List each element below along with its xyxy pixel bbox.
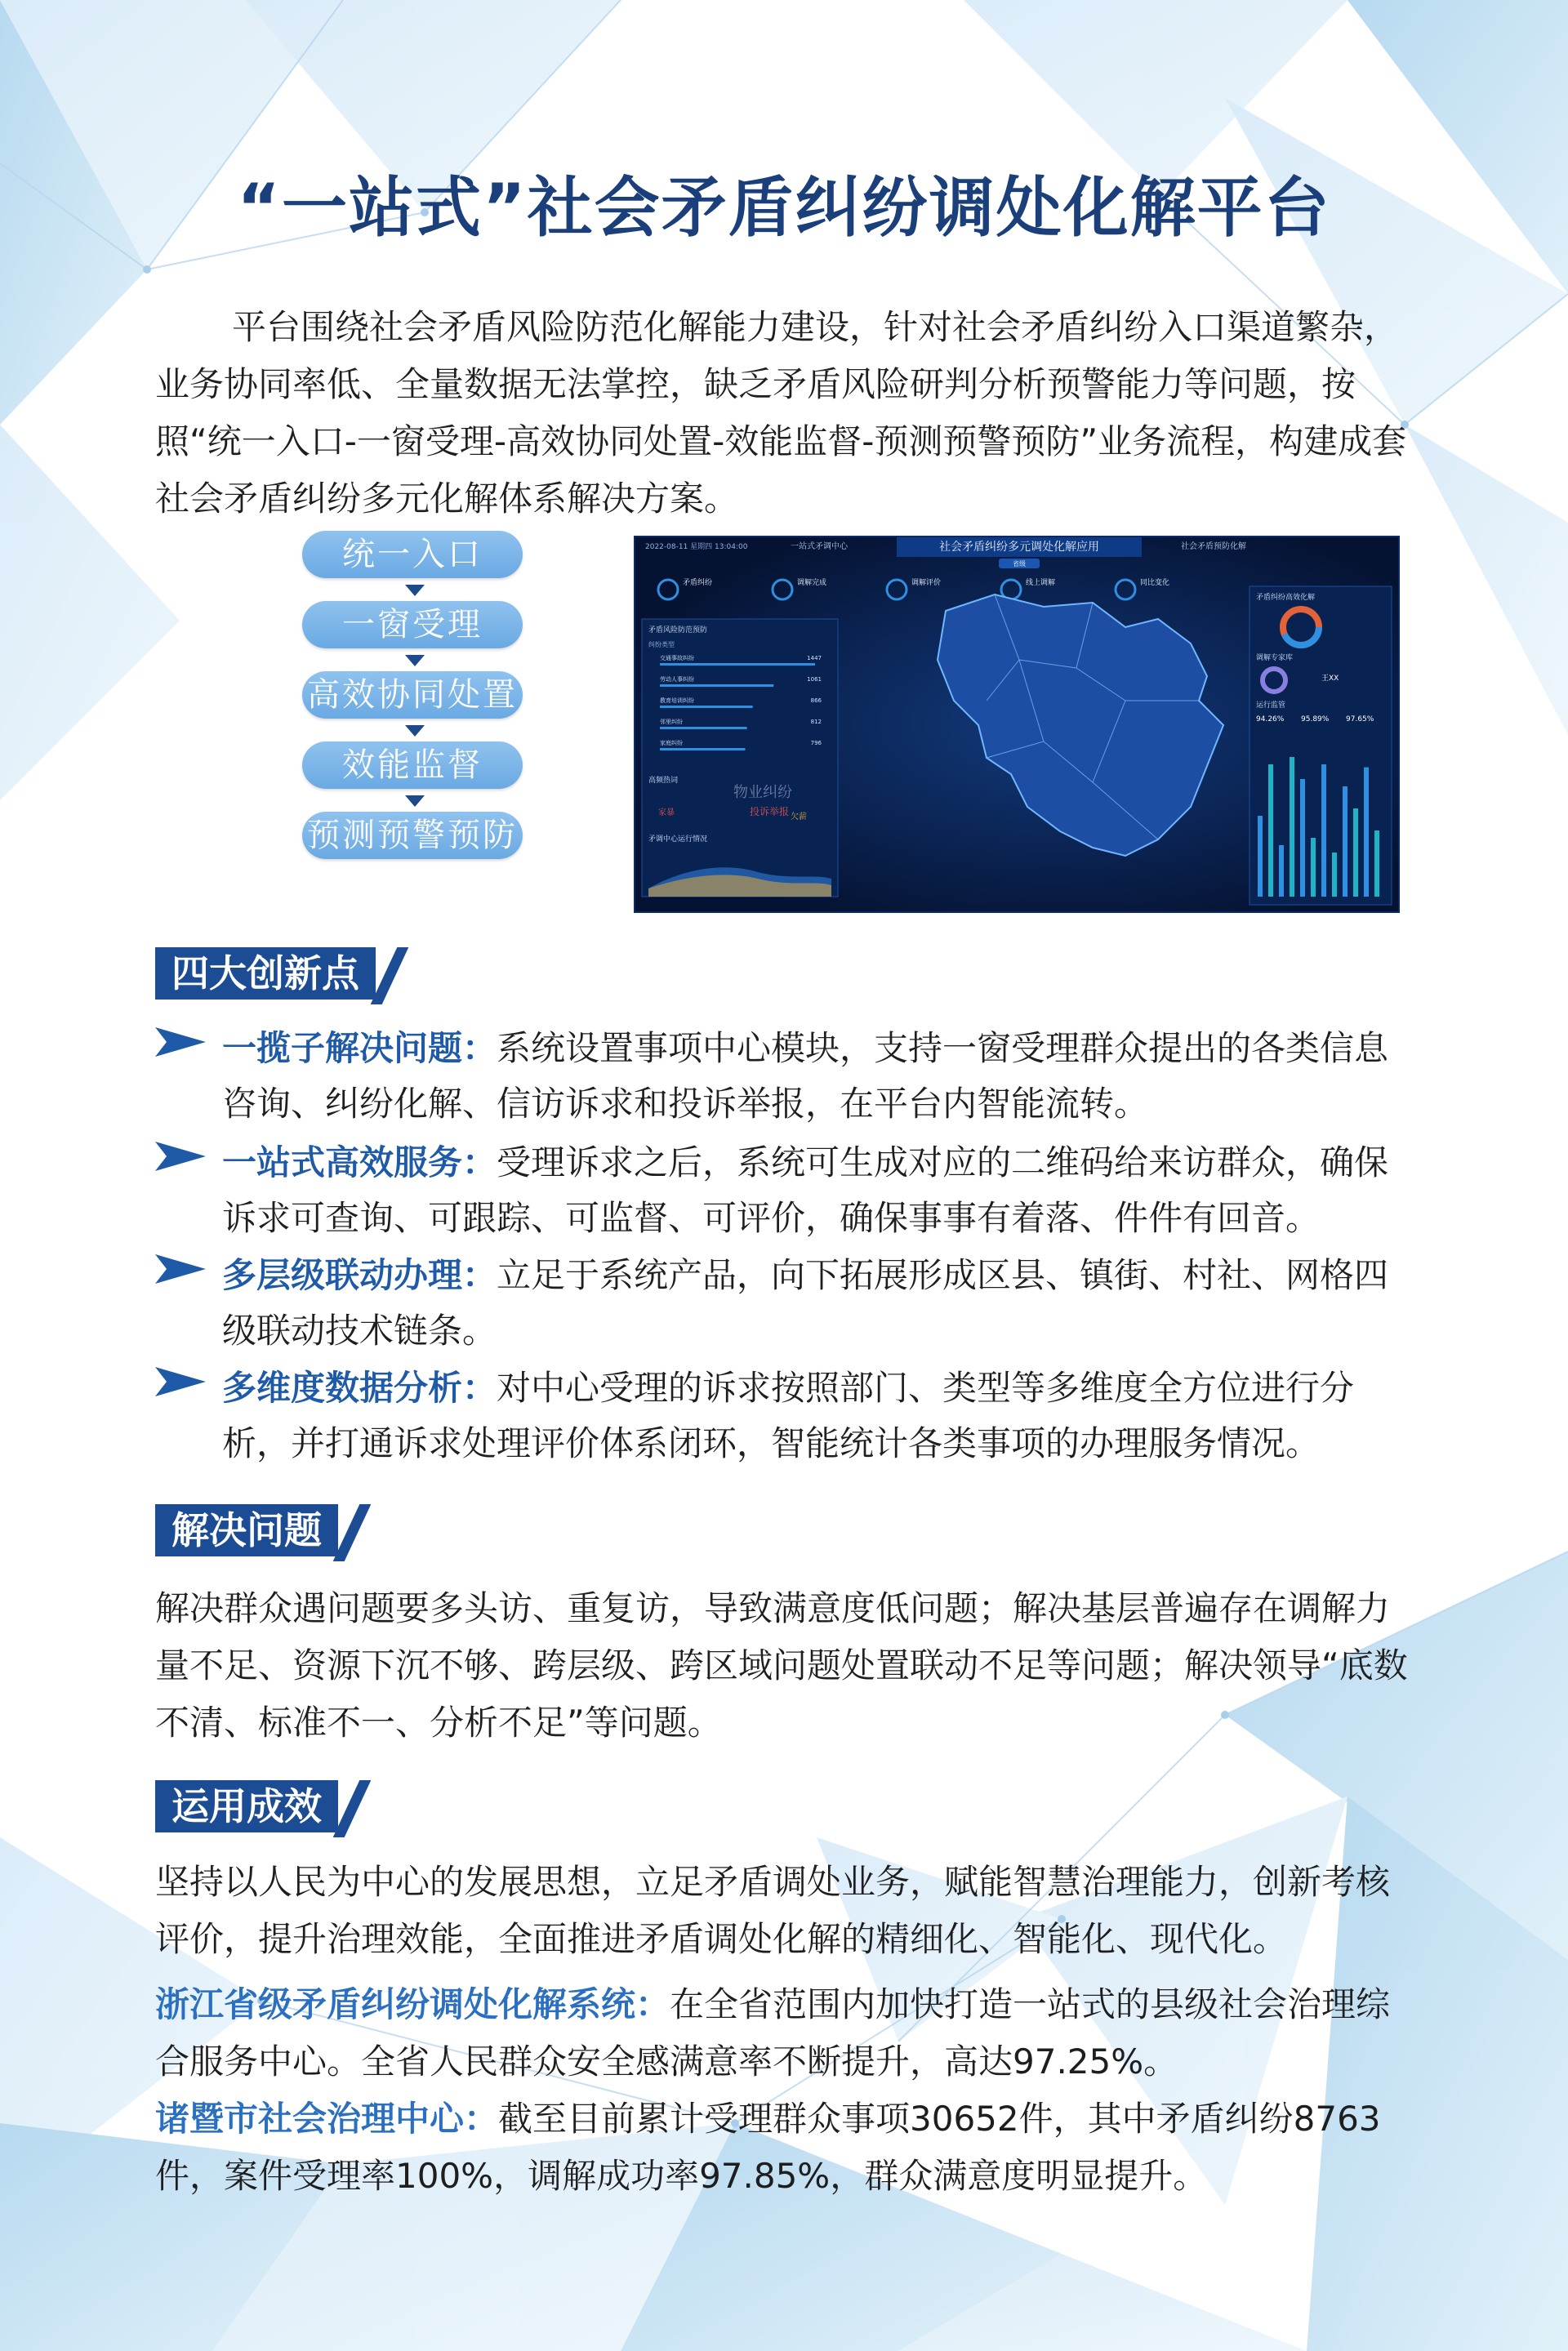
item-label: 多维度数据分析： [222,1368,497,1408]
dispute-type-name: 教育培训纠纷 [660,697,694,704]
section-heading-problems [155,1504,358,1556]
flow-step: 高效协同处置 [302,671,523,719]
arrow-bullet-icon [155,1367,206,1396]
bar [1374,830,1379,897]
dashboard-screenshot [634,536,1400,913]
dispute-type-value: 812 [810,719,822,725]
ops-stat: 95.89% [1301,715,1330,724]
dispute-type-bar [660,748,746,750]
ops-title: 运行监管 [1256,701,1286,710]
bar [1364,768,1369,897]
dashboard-graphic [635,537,1398,911]
dispute-type-name: 交通事故纠纷 [660,655,694,661]
expert-name: 王XX [1321,675,1339,683]
dashboard-left-badge: 一站式矛调中心 [791,542,848,551]
dispute-type-name: 家庭纠纷 [660,740,683,746]
dashboard-date: 2022-08-11 星期四 13:04:00 [645,543,748,551]
case-text: 在全省范围内加快打造一站式的县级社会治理综合服务中心。全省人民群众安全感满意率不断提升，高达97.25%。 [155,1984,1391,2082]
section-heading-text: 解决问题 [155,1504,338,1556]
innovation-item [155,1021,1413,1132]
item-label: 一揽子解决问题： [222,1028,497,1068]
dispute-type-bar [660,706,753,708]
bar [1343,786,1348,897]
section-heading-innovations [155,947,395,1000]
item-label: 一站式高效服务： [222,1142,497,1182]
dispute-type-value: 1061 [807,676,822,683]
intro-paragraph: 平台围绕社会矛盾风险防范化解能力建设，针对社会矛盾纠纷入口渠道繁杂，业务协同率低、全量数据无法掌控，缺乏矛盾风险研判分析预警能力等问题，按照“统一入口-一窗受理-高效协同处置-效能监督-预测预警预防”业务流程，构建成套社会矛盾纠纷多元化解体系解决方案。 [155,307,1407,519]
down-arrow-icon [405,585,425,596]
dashboard-province: 省级 [1013,560,1026,568]
left-panel-title: 矛盾风险防范预防 [648,626,708,635]
right-panel-title: 矛盾纠纷高效化解 [1256,594,1316,602]
down-arrow-icon [405,655,425,666]
dispute-type-bar [660,663,815,666]
innovation-item [155,1135,1413,1246]
dispute-type-name: 劳动人事纠纷 [660,676,694,683]
ops-stat: 94.26% [1256,715,1285,724]
flow-step: 统一入口 [302,531,523,578]
process-flow [302,531,527,859]
ops-stat: 97.65% [1346,715,1374,724]
bar [1353,808,1358,897]
bar [1290,757,1294,897]
arrow-bullet-icon [155,1254,206,1284]
hot-word: 家暴 [658,808,675,817]
dashboard-right-badge: 社会矛盾预防化解 [1181,542,1246,551]
bar [1332,853,1337,897]
results-paragraph: 坚持以人民为中心的发展思想，立足矛盾调处业务，赋能智慧治理能力，创新考核评价，提升治理效能，全面推进矛盾调处化解的精细化、智能化、现代化。 [155,1862,1391,1959]
bar [1279,845,1284,897]
dispute-type-bar [660,684,773,687]
case-text: 截至目前累计受理群众事项30652件，其中矛盾纠纷8763件，案件受理率100%，调解成功率97.85%，群众满意度明显提升。 [155,2099,1381,2196]
bar [1311,838,1316,897]
expert-title: 调解专家库 [1256,654,1294,662]
flow-step: 一窗受理 [302,601,523,648]
flow-step: 预测预警预防 [302,812,523,859]
hot-word: 物业纠纷 [733,784,792,801]
dashboard-title: 社会矛盾纠纷多元调处化解应用 [939,541,1099,554]
section-heading-text: 运用成效 [155,1780,338,1832]
item-text: 受理诉求之后，系统可生成对应的二维码给来访群众，确保诉求可查询、可跟踪、可监督、可评价，确保事事有着落、件件有回音。 [222,1142,1389,1238]
innovation-item [155,1248,1413,1359]
trend-title: 矛调中心运行情况 [648,835,708,844]
kpi-label: 同比变化 [1140,579,1170,587]
hot-word: 投诉举报 [750,806,790,817]
problems-paragraph: 解决群众遇问题要多头访、重复访，导致满意度低问题；解决基层普遍存在调解力量不足、资源下沉不够、跨层级、跨区域问题处置联动不足等问题；解决领导“底数不清、标准不一、分析不足”等问题。 [155,1588,1408,1743]
kpi-label: 调解完成 [797,579,827,587]
arrow-bullet-icon [155,1142,206,1171]
dispute-type-value: 796 [810,740,822,746]
section-heading-text: 四大创新点 [155,947,376,1000]
bar [1300,779,1305,897]
dispute-type-name: 邻里纠纷 [660,719,683,725]
section-heading-results [155,1780,358,1832]
down-arrow-icon [405,795,425,807]
dispute-type-value: 866 [810,697,822,704]
hot-word: 欠薪 [791,813,807,822]
item-text: 立足于系统产品，向下拓展形成区县、镇街、村社、网格四级联动技术链条。 [222,1255,1389,1351]
kpi-label: 线上调解 [1026,579,1056,587]
kpi-label: 矛盾纠纷 [683,579,713,587]
down-arrow-icon [405,725,425,737]
left-panel-sub: 纠纷类型 [648,641,675,648]
hot-words-title: 高频热词 [648,777,679,785]
item-text: 对中心受理的诉求按照部门、类型等多维度全方位进行分析，并打通诉求处理评价体系闭环，智能统计各类事项的办理服务情况。 [222,1368,1355,1463]
arrow-bullet-icon [155,1027,206,1057]
bar [1268,764,1273,897]
innovation-item [155,1360,1413,1472]
item-text: 系统设置事项中心模块，支持一窗受理群众提出的各类信息咨询、纠纷化解、信访诉求和投诉举报，在平台内智能流转。 [222,1028,1389,1124]
item-label: 多层级联动办理： [222,1255,497,1295]
dispute-type-bar [660,727,747,729]
flow-step: 效能监督 [302,741,523,789]
kpi-label: 调解评价 [911,579,942,587]
case-label: 诸暨市社会治理中心： [155,2099,499,2139]
case-zhejiang [155,1976,1413,2091]
bar [1321,764,1326,897]
bar [1258,816,1263,897]
case-zhuji [155,2091,1413,2205]
dispute-type-value: 1447 [807,655,822,661]
case-label: 浙江省级矛盾纠纷调处化解系统： [155,1984,670,2024]
page-title: “一站式”社会矛盾纠纷调处化解平台 [237,170,1331,246]
